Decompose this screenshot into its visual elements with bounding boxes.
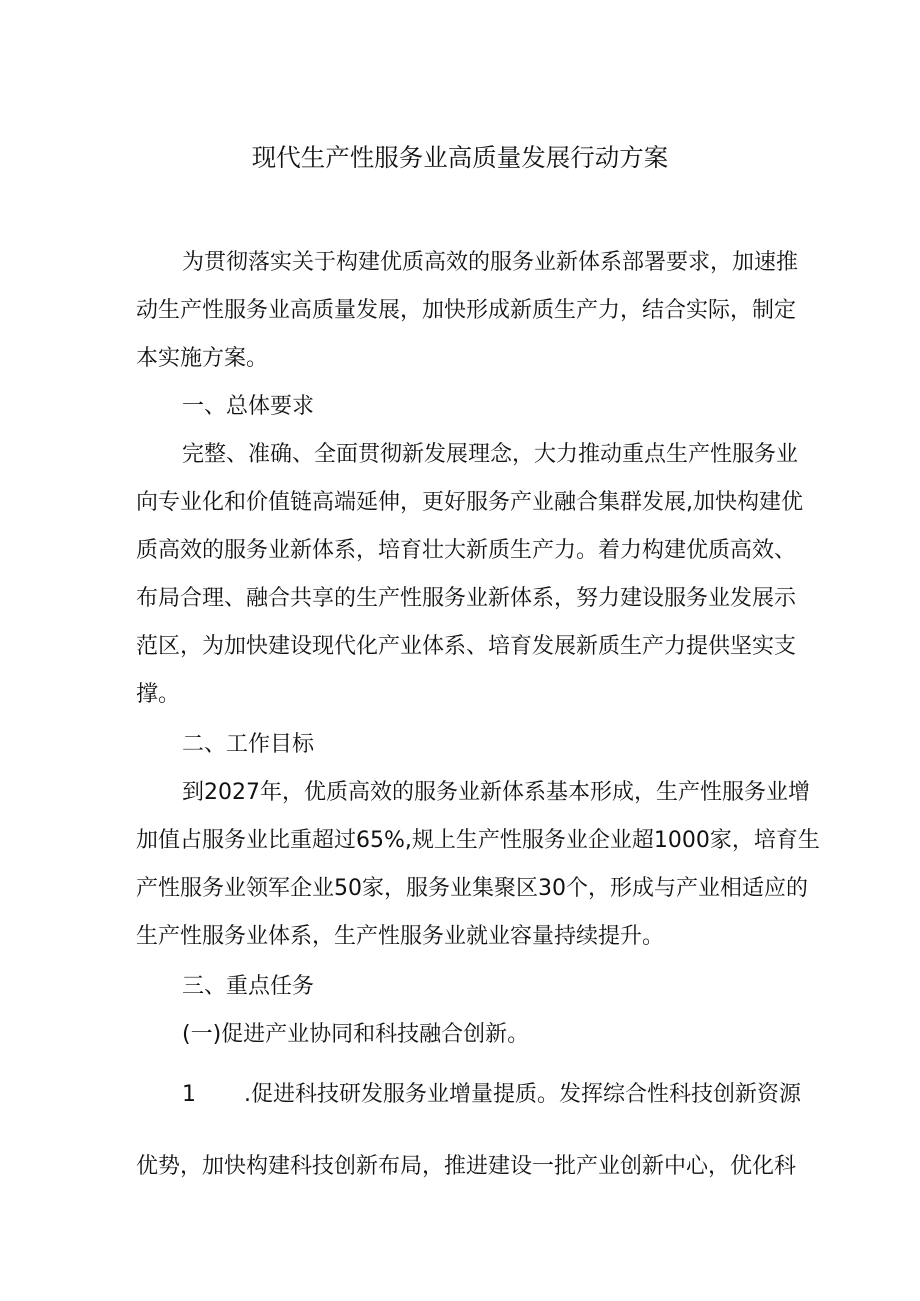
section-1-line-3: 质高效的服务业新体系，培育壮大新质生产力。着力构建优质高效、 — [136, 538, 797, 563]
section-2-line-1: 到2027年，优质高效的服务业新体系基本形成，生产性服务业增 — [182, 780, 810, 805]
section-1-line-5: 范区，为加快建设现代化产业体系、培育发展新质生产力提供坚实支 — [136, 634, 797, 659]
intro-line-3: 本实施方案。 — [136, 346, 269, 371]
list-item-number: 1 — [182, 1082, 196, 1107]
intro-line-1: 为贯彻落实关于构建优质高效的服务业新体系部署要求，加速推 — [182, 250, 799, 275]
section-2-heading: 二、工作目标 — [182, 732, 315, 757]
section-1-line-6: 撑。 — [136, 682, 181, 707]
list-item-text: .促进科技研发服务业增量提质。发挥综合性科技创新资源 — [244, 1082, 801, 1107]
section-1-line-4: 布局合理、融合共享的生产性服务业新体系，努力建设服务业发展示 — [136, 586, 797, 611]
subsection-1-heading: (一)促进产业协同和科技融合创新。 — [182, 1022, 530, 1047]
section-1-line-1: 完整、准确、全面贯彻新发展理念，大力推动重点生产性服务业 — [182, 442, 799, 467]
section-1-heading: 一、总体要求 — [182, 394, 315, 419]
section-2-line-2: 加值占服务业比重超过65%,规上生产性服务业企业超1000家，培育生 — [136, 828, 820, 853]
section-2-line-3: 产性服务业领军企业50家，服务业集聚区30个，形成与产业相适应的 — [136, 876, 808, 901]
section-3-heading: 三、重点任务 — [182, 974, 315, 999]
intro-line-2: 动生产性服务业高质量发展，加快形成新质生产力，结合实际，制定 — [136, 298, 797, 323]
document-title: 现代生产性服务业高质量发展行动方案 — [251, 143, 669, 172]
section-1-line-2: 向专业化和价值链高端延伸，更好服务产业融合集群发展,加快构建优 — [136, 490, 803, 515]
list-item-continuation: 优势，加快构建科技创新布局，推进建设一批产业创新中心，优化科 — [136, 1154, 797, 1179]
section-2-line-4: 生产性服务业体系，生产性服务业就业容量持续提升。 — [136, 924, 665, 949]
